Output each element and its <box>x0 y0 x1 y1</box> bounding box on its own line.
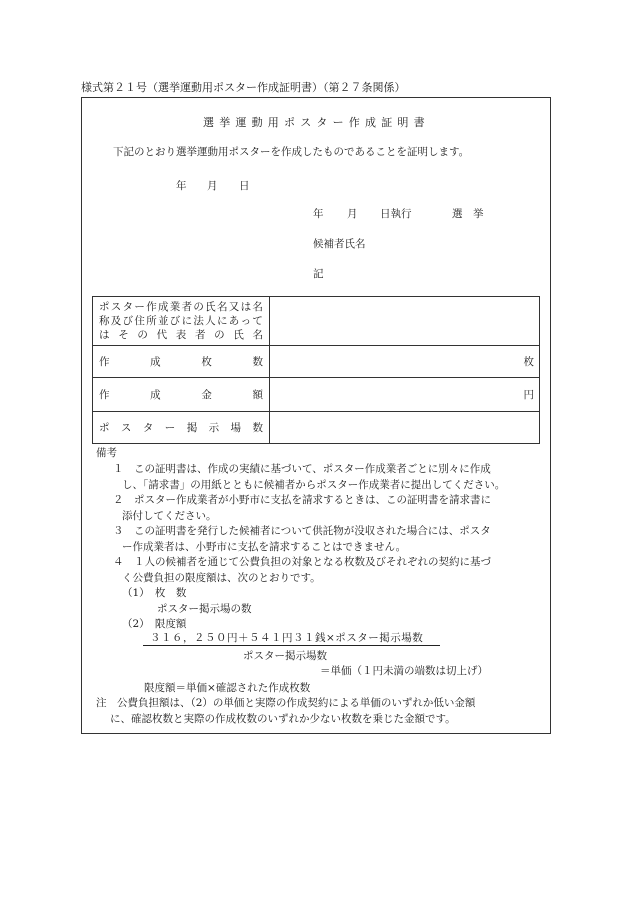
creator-name-field[interactable] <box>270 297 540 346</box>
label-char: ー <box>164 422 176 434</box>
label-char: ポ <box>99 301 110 313</box>
label-char: 作 <box>146 301 157 313</box>
note-4a: ４ １人の候補者を通じて公費負担の対象となる枚数及びそれぞれの契約に基づ <box>113 556 491 568</box>
note-1a: １ この証明書は、作成の実績に基づいて、ポスター作成業者ごとに別々に作成 <box>113 463 491 475</box>
label-char: 及 <box>110 315 122 327</box>
election-label: 選 挙 <box>452 208 484 220</box>
poster-sites-field[interactable] <box>270 412 540 444</box>
note-p1: （1） 枚 数 <box>122 587 187 599</box>
label-char: 所 <box>146 315 157 327</box>
unit-price-note: ＝単価（１円未満の端数は切上げ） <box>320 665 488 677</box>
label-char: は <box>99 329 110 341</box>
label-char: ス <box>120 422 132 434</box>
label-char: 氏 <box>205 301 216 313</box>
note-1b: し、「請求書」の用紙とともに候補者からポスター作成業者に提出してください。 <box>122 479 506 491</box>
label-char: 枚 <box>201 356 212 368</box>
quantity-field[interactable] <box>270 346 540 378</box>
label-char: 代 <box>156 329 168 341</box>
intro-text: 下記のとおり選挙運動用ポスターを作成したものであることを証明します。 <box>113 146 470 158</box>
chu-note-2: に、確認枚数と実際の作成枚数のいずれか少ない枚数を乗じた金額です。 <box>110 713 456 725</box>
label-char: 名 <box>252 329 263 341</box>
notes-heading: 備考 <box>96 447 117 459</box>
label-char: タ <box>142 422 154 434</box>
note-4b: く公費負担の限度額は、次のとおりです。 <box>122 572 321 584</box>
label-char: 成 <box>150 356 161 368</box>
label-char: ポ <box>99 422 110 434</box>
label-char: 作 <box>99 389 110 401</box>
label-char: 成 <box>157 301 169 313</box>
amount-unit: 円 <box>523 389 534 401</box>
amount-label <box>93 378 270 412</box>
label-char: 人 <box>205 315 216 327</box>
formula-numerator: ３１６，２５０円＋５４１円３１銭×ポスター掲示場数 <box>150 632 424 644</box>
form-header: 様式第２１号（選挙運動用ポスター作成証明書）（第２７条関係） <box>81 81 406 94</box>
label-char: 氏 <box>233 329 244 341</box>
label-char: タ <box>122 301 134 313</box>
quantity-unit: 枚 <box>523 356 534 368</box>
creator-name-label <box>93 297 270 346</box>
amount-field[interactable] <box>270 378 540 412</box>
label-char: 名 <box>252 301 263 313</box>
ki-label: 記 <box>313 268 324 280</box>
label-char: 金 <box>201 389 212 401</box>
label-char: 成 <box>150 389 161 401</box>
label-char: 表 <box>175 329 187 341</box>
label-line <box>99 328 263 342</box>
label-char: 法 <box>193 315 204 327</box>
label-char: 並 <box>157 315 169 327</box>
label-char: そ <box>118 329 129 341</box>
label-char: 数 <box>252 422 263 434</box>
label-char: 示 <box>208 422 220 434</box>
chu-note-1: 注 公費負担額は、（2）の単価と実際の作成契約による単価のいずれか低い金額 <box>96 697 476 709</box>
label-char: の <box>193 301 204 313</box>
label-char: あ <box>228 315 240 327</box>
label-char: 作 <box>99 356 110 368</box>
label-char: は <box>240 301 252 313</box>
label-line <box>99 300 263 314</box>
quantity-label <box>93 346 270 378</box>
label-char: 額 <box>252 389 263 401</box>
table-row <box>93 346 540 378</box>
table-row <box>93 378 540 412</box>
note-p2: （2） 限度額 <box>122 618 187 630</box>
label-line <box>99 314 263 328</box>
label-char: ー <box>134 301 145 313</box>
election-year: 年 <box>313 208 324 220</box>
label-char: 称 <box>99 315 110 327</box>
election-month: 月 <box>347 208 358 220</box>
label-char: 業 <box>169 301 181 313</box>
label-char: 場 <box>230 422 242 434</box>
label-char: び <box>169 315 181 327</box>
label-char: 者 <box>194 329 206 341</box>
label-char: 掲 <box>186 422 198 434</box>
formula-denominator: ポスター掲示場数 <box>243 650 327 662</box>
candidate-name-label: 候補者氏名 <box>313 238 366 250</box>
date-year: 年 <box>176 180 187 192</box>
label-char: 者 <box>181 301 193 313</box>
label-char: 又 <box>228 301 240 313</box>
label-char: 名 <box>216 301 228 313</box>
poster-sites-label <box>93 412 270 444</box>
label-char: に <box>216 315 228 327</box>
label-char: に <box>181 315 193 327</box>
limit-note: 限度額＝単価×確認された作成枚数 <box>144 682 311 694</box>
table-row <box>93 297 540 346</box>
label-char: て <box>252 315 263 327</box>
formula-divider <box>143 645 440 646</box>
election-day-exec: 日執行 <box>380 208 412 220</box>
note-2a: ２ ポスター作成業者が小野市に支払を請求するときは、この証明書を請求書に <box>113 494 491 506</box>
info-table <box>92 296 540 444</box>
label-char: 数 <box>252 356 263 368</box>
note-p1-value: ポスター掲示場の数 <box>157 603 252 615</box>
date-month: 月 <box>207 180 218 192</box>
label-char: っ <box>240 315 252 327</box>
table-row <box>93 412 540 444</box>
document-title: 選挙運動用ポスター作成証明書 <box>203 116 430 129</box>
label-char: の <box>137 329 148 341</box>
note-2b: 添付してください。 <box>122 510 217 522</box>
date-day: 日 <box>239 180 250 192</box>
note-3b: ー作成業者は、小野市に支払を請求することはできません。 <box>122 541 407 553</box>
label-char: 住 <box>134 315 145 327</box>
note-3a: ３ この証明書を発行した候補者について供託物が没収された場合には、ポスタ <box>113 525 491 537</box>
label-char: び <box>122 315 134 327</box>
label-char: ス <box>110 301 122 313</box>
label-char: の <box>214 329 225 341</box>
